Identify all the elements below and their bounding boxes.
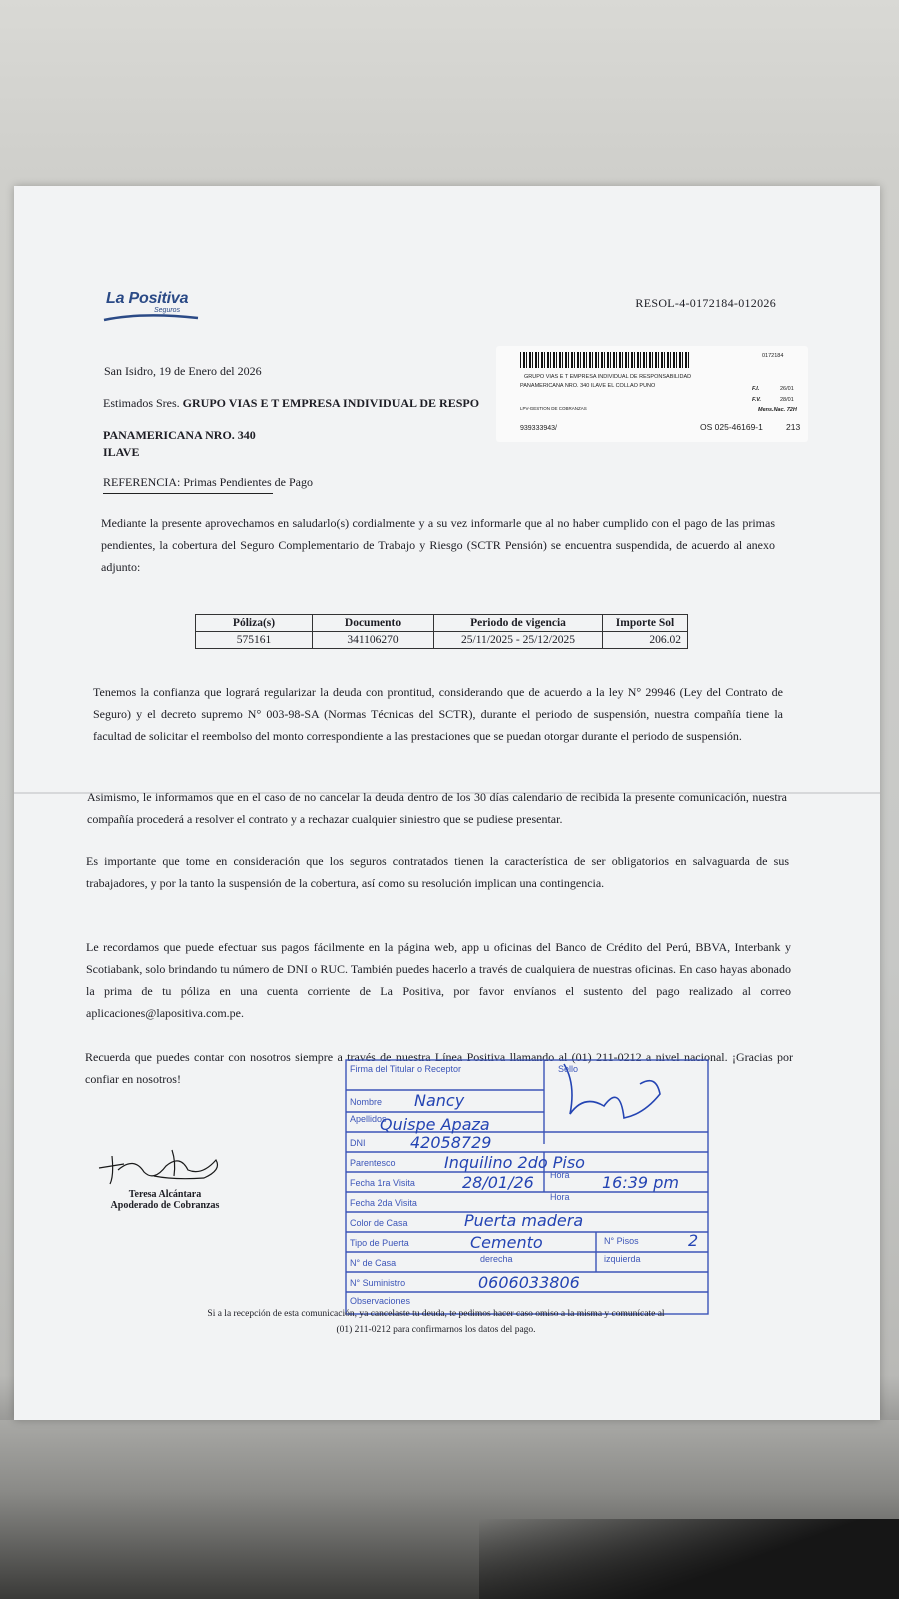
letter-page bbox=[14, 186, 880, 1420]
paragraph-contact: Recuerda que puedes contar con nosotros siempre a través de nuestra Línea Positiva llamando al (01) 211-0212 a nivel nacional. ¡Gracias por confiar en nosotros! bbox=[85, 1050, 793, 1086]
greeting-name: GRUPO VIAS E T EMPRESA INDIVIDUAL DE RESPO bbox=[182, 396, 480, 410]
background-shadow bbox=[0, 1420, 899, 1599]
logo-swoosh-icon bbox=[102, 310, 200, 324]
greeting-prefix: Estimados Sres. bbox=[103, 396, 180, 410]
table-cell-periodo: 25/11/2025 - 25/12/2025 bbox=[434, 632, 603, 649]
footer-line1: Si a la recepción de esta comunicación, ya cancelaste tu deuda, te pedimos hacer caso omiso a la misma y comunícate al bbox=[207, 1309, 665, 1319]
company-logo: La Positiva bbox=[106, 290, 189, 307]
signer-block bbox=[110, 1189, 220, 1211]
stamp-fecha2-label: Fecha 2da Visita bbox=[350, 1198, 417, 1208]
letter-date: San Isidro, 19 de Enero del 2026 bbox=[104, 364, 262, 378]
stamp-fecha1-label: Fecha 1ra Visita bbox=[350, 1178, 415, 1188]
stamp-firma-label: Firma del Titular o Receptor bbox=[350, 1064, 462, 1074]
policy-table bbox=[195, 614, 688, 649]
table-header: Documento bbox=[313, 615, 434, 632]
stamp-casa-label: N° de Casa bbox=[350, 1258, 397, 1268]
label-number: 0172184 bbox=[762, 353, 784, 359]
company-logo-sub: Seguros bbox=[154, 307, 181, 314]
label-phone: 939333943/ bbox=[520, 425, 557, 432]
stamp-izquierda-label: izquierda bbox=[604, 1254, 641, 1264]
address-line2: ILAVE bbox=[103, 445, 140, 459]
paragraph-intro: Mediante la presente aprovechamos en saludarlo(s) cordialmente y a su vez informarle que al no haber cumplido con el pago de las primas pendientes, la cobertura del Seguro Complementario de Trabajo y Riesgo (SCTR Pensión) se encuentra suspendida, de acuerdo al anexo adjunto: bbox=[101, 516, 775, 574]
stamp-color-label: Color de Casa bbox=[350, 1218, 408, 1228]
signature-image bbox=[84, 1146, 224, 1190]
label-fi-value: 26/01 bbox=[780, 386, 794, 392]
table-cell-poliza: 575161 bbox=[196, 632, 313, 649]
stamp-hora2-label: Hora bbox=[550, 1192, 570, 1202]
paragraph-payment: Le recordamos que puede efectuar sus pagos fácilmente en la página web, app u oficinas del Banco de Crédito del Perú, BBVA, Interbank y Scotiabank, solo brindando tu número de DNI o RUC. También puedes hacerlo a través de cualquiera de nuestras oficinas. En caso hayas abonado la prima de tu póliza en una cuenta corriente de La Positiva, por favor envíanos el sustento del pago realizado al correo aplicaciones@lapositiva.com.pe. bbox=[86, 940, 791, 1020]
label-fv-value: 28/01 bbox=[780, 397, 794, 403]
resolution-code: RESOL-4-0172184-012026 bbox=[635, 296, 776, 310]
stamp-apellidos-value: Quispe Apaza bbox=[380, 1115, 490, 1134]
stamp-dni-label: DNI bbox=[350, 1138, 366, 1148]
label-mens: Mens.Nac. 72H bbox=[758, 407, 797, 413]
stamp-apellidos-label: Apellidos bbox=[350, 1114, 387, 1124]
stamp-parentesco-value: Inquilino 2do Piso bbox=[444, 1153, 585, 1172]
label-fi: F.I. bbox=[752, 386, 760, 392]
paragraph-cancellation: Asimismo, le informamos que en el caso de no cancelar la deuda dentro de los 30 días calendario de recibida la presente comunicación, nuestra compañía procederá a resolver el contrato y a rechazar cualquier siniestro que se pudiese presentar. bbox=[87, 790, 787, 826]
stamp-hora-value: 16:39 pm bbox=[602, 1173, 679, 1192]
stamp-pisos-label: N° Pisos bbox=[604, 1236, 639, 1246]
table-header: Póliza(s) bbox=[196, 615, 313, 632]
address-line1: PANAMERICANA NRO. 340 bbox=[103, 428, 256, 442]
label-line3: LPV-GESTION DE COBRANZAS bbox=[520, 406, 587, 411]
stamp-hora-label: Hora bbox=[550, 1170, 570, 1180]
stamp-nombre-value: Nancy bbox=[414, 1091, 465, 1110]
label-line1: GRUPO VIAS E T EMPRESA INDIVIDUAL DE RESPONSABILIDAD bbox=[524, 374, 692, 380]
table-cell-documento: 341106270 bbox=[313, 632, 434, 649]
stamp-tipo-label: Tipo de Puerta bbox=[350, 1238, 409, 1248]
stamp-color-value: Puerta madera bbox=[464, 1211, 584, 1230]
delivery-stamp bbox=[344, 1054, 714, 1324]
table-header-row bbox=[196, 615, 688, 632]
label-line2: PANAMERICANA NRO. 340 ILAVE EL COLLAO PUNO bbox=[520, 383, 656, 389]
stamp-pisos-value: 2 bbox=[688, 1231, 699, 1250]
stamp-suministro-label: N° Suministro bbox=[350, 1278, 406, 1288]
table-header: Periodo de vigencia bbox=[434, 615, 603, 632]
footer-note bbox=[136, 1306, 736, 1338]
stamp-derecha-label: derecha bbox=[480, 1254, 513, 1264]
barcode bbox=[520, 352, 690, 368]
paragraph-importance: Es importante que tome en consideración que los seguros contratados tienen la característica de ser obligatorios en salvaguarda de sus trabajadores, y por la tanto la suspensión de la cobertura, así como su resolución implican una contingencia. bbox=[86, 854, 789, 890]
label-os-number: 213 bbox=[786, 422, 801, 432]
greeting bbox=[103, 392, 479, 414]
signer-name: Teresa Alcántara bbox=[128, 1189, 202, 1200]
paragraph-confidence: Tenemos la confianza que logrará regularizar la deuda con prontitud, considerando que de acuerdo a la ley N° 29946 (Ley del Contrato de Seguro) y el decreto supremo N° 003-98-SA (Normas Técnicas del SCTR), durante el periodo de suspensión, nuestra compañía tiene la facultad de solicitar el reembolso del monto correspondiente a las prestaciones que se puedan otorgar durante el periodo de suspensión. bbox=[93, 685, 783, 743]
reference: REFERENCIA: Primas Pendientes de Pago bbox=[103, 475, 313, 489]
table-cell-importe: 206.02 bbox=[603, 632, 688, 649]
stamp-nombre-label: Nombre bbox=[350, 1097, 383, 1107]
stamp-suministro-value: 0606033806 bbox=[478, 1273, 580, 1292]
footer-line2: (01) 211-0212 para confirmarnos los datos del pago. bbox=[336, 1325, 536, 1335]
signer-title: Apoderado de Cobranzas bbox=[110, 1200, 220, 1211]
stamp-dni-value: 42058729 bbox=[410, 1133, 492, 1152]
table-row bbox=[196, 632, 688, 649]
stamp-observaciones-label: Observaciones bbox=[350, 1296, 411, 1306]
label-os: OS 025-46169-1 bbox=[700, 422, 763, 432]
stamp-tipo-value: Cemento bbox=[470, 1233, 543, 1252]
label-fv: F.V. bbox=[752, 397, 761, 403]
table-header: Importe Sol bbox=[603, 615, 688, 632]
stamp-parentesco-label: Parentesco bbox=[350, 1158, 396, 1168]
stamp-sello-label: Sello bbox=[558, 1064, 579, 1074]
reference-underline bbox=[103, 493, 273, 494]
stamp-fecha1-value: 28/01/26 bbox=[462, 1173, 534, 1192]
